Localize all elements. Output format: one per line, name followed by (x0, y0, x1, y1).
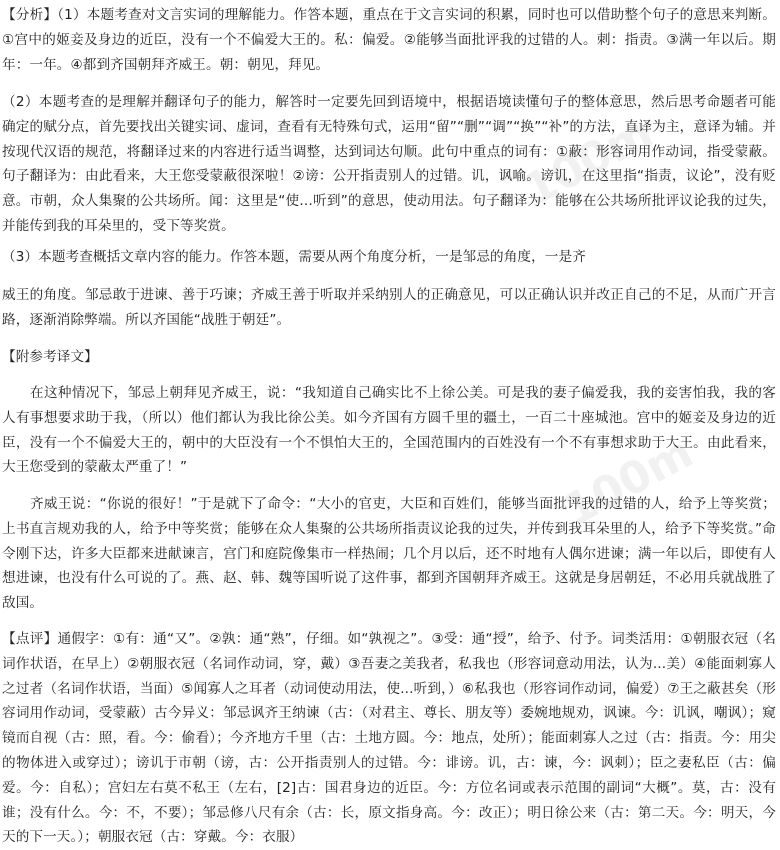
summary-paragraph-part2: 威王的角度。邹忌敢于进谏、善于巧谏；齐威王善于听取并采纳别人的正确意见，可以正确认识并改正自己的不足，从而广开言路，逐渐消除弊端。所以齐国能“战胜于朝廷”。 (2, 287, 776, 328)
translation-paragraph-2: 齐威王说：“你说的很好！”于是就下了命令：“大小的官吏，大臣和百姓们，能够当面批评我的过错的人，给予上等奖赏；上书直言规劝我的人，给予中等奖赏；能够在众人集聚的公共场所指责议论我的过失，并传到我耳朵里的人，给予下等奖赏。”命令刚下达，许多大臣都来进献谏言，宫门和庭院像集市一样热闹；几个月以后，还不时地有人偶尔进谏；满一年以后，即使有人想进谏，也没有什么可说的了。燕、赵、韩、魏等国听说了这件事，都到齐国朝拜齐威王。这就是身居朝廷，不必用兵就战胜了敌国。 (2, 496, 776, 612)
translation-ability-paragraph: （2）本题考查的是理解并翻译句子的能力，解答时一定要先回到语境中，根据语境读懂句子的整体意思，然后思考命题者可能确定的赋分点，首先要找出关键实词、虚词，查看有无特殊句式，运用“留”“删”“调”“换”“补”的方法，直译为主，意译为辅。并按现代汉语的规范，将翻译过来的内容进行适当调整，达到词达句顺。此句中重点的词有：①蔽：形容词用作动词，指受蒙蔽。句子翻译为：由此看来，大王您受蒙蔽很深啦！②谤：公开指责别人的过错。讥，讽喻。谤讥，在这里指“指责，议论”，没有贬意。市朝，众人集聚的公共场所。闻：这里是“使…听到”的意思，使动用法。句子翻译为：能够在公共场所批评议论我的过失，并能传到我的耳朵里的，受下等奖赏。 (2, 94, 776, 234)
translation-paragraph-1: 在这种情况下，邹忌上朝拜见齐威王，说：“我知道自己确实比不上徐公美。可是我的妻子偏爱我，我的妾害怕我，我的客人有事想要求助于我，（所以）他们都认为我比徐公美。如今齐国有方圆千里的疆土，一百二十座城池。宫中的姬妾及身边的近臣，没有一个不偏爱大王的，朝中的大臣没有一个不惧怕大王的，全国范围内的百姓没有一个不有事想求助于大王。由此看来，大王您受到的蒙蔽太严重了！” (2, 385, 776, 476)
comment-paragraph: 【点评】通假字：①有：通“又”。②孰：通“熟”，仔细。如“孰视之”。③受：通“授”，给予、付予。词类活用：①朝服衣冠（名词作状语，在早上）②朝服衣冠（名词作动词，穿，戴）③吾妻之美我者，私我也（形容词意动用法，认为...美）④能面刺寡人之过者（名词作状语，当面）⑤闻寡人之耳者（动词使动用法，使...听到，）⑥私我也（形容词作动词，偏爱）⑦王之蔽甚矣（形容词用作动词，受蒙蔽）古今异义：邹忌讽齐王纳谏（古：（对君主、尊长、朋友等）委婉地规劝，讽谏。今：讥讽，嘲讽）；窥镜而自视（古：照，看。今：偷看）；今齐地方千里（古：土地方圆。今：地点，处所）；能面刺寡人之过（古：指责。今：用尖的物体进入或穿过）；谤讥于市朝（谤，古：公开指责别人的过错。今：诽谤。讥，古：谏，今：讽刺）；臣之妻私臣（古：偏爱。今：自私）；宫妇左右莫不私王（左右，[2]古：国君身边的近臣。今：方位名词或表示范围的副词“大概”。莫，古：没有谁；没有什么。今：不，不要）；邹忌修八尺有余（古：长，原文指身高。今：改正）；明日徐公来（古：第二天。今：明天，今天的下一天。）；朝服衣冠（古：穿戴。今：衣服） (2, 631, 776, 846)
analysis-paragraph: 【分析】（1）本题考查对文言实词的理解能力。作答本题，重点在于文言实词的积累，同时也可以借助整个句子的意思来判断。①宫中的姬妾及身边的近臣，没有一个不偏爱大王的。私：偏爱。②能够当面批评我的过错的人。刺：指责。③满一年以后。期年：一年。④都到齐国朝拜齐威王。朝：朝见，拜见。 (2, 7, 776, 73)
watermark: 100m (515, 106, 662, 217)
summary-paragraph-part1: （3）本题考查概括文章内容的能力。作答本题，需要从两个角度分析，一是邹忌的角度，一是齐 (2, 249, 586, 265)
reference-translation-heading: 【附参考译文】 (2, 349, 98, 365)
watermark: 100m (555, 426, 702, 537)
